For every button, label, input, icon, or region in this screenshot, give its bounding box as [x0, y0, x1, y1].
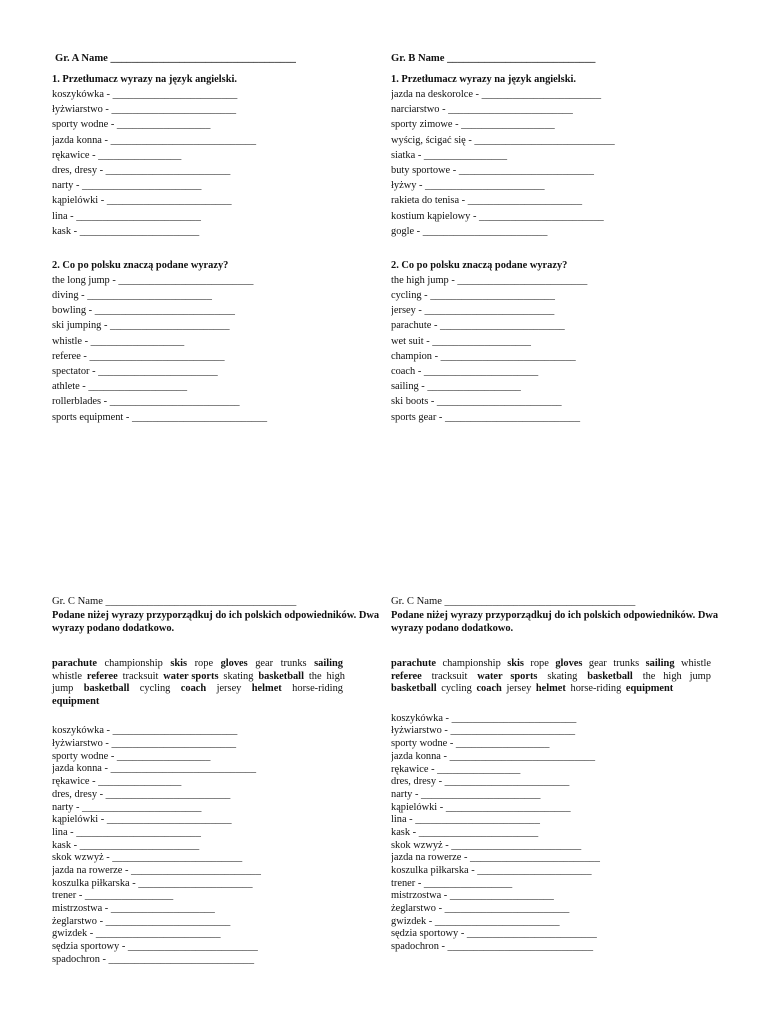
exercise-item: gwizdek - ________________________: [52, 928, 221, 940]
exercise-item: kąpielówki - ________________________: [52, 814, 232, 826]
group-b-task2-title: 2. Co po polsku znaczą podane wyrazy?: [391, 259, 568, 271]
exercise-item: spectator - _______________________: [52, 366, 218, 377]
exercise-item: whistle - __________________: [52, 335, 185, 347]
word-bank-word: jersey: [216, 683, 242, 695]
word-bank-word: rope: [194, 658, 214, 669]
exercise-item: sailing - __________________: [391, 381, 521, 393]
exercise-item: referee - __________________________: [52, 350, 225, 362]
exercise-item: parachute - ________________________: [391, 320, 565, 332]
exercise-item: rękawice - ________________: [52, 776, 182, 788]
exercise-item: skok wzwyż - _________________________: [391, 839, 582, 851]
word-bank-word: basketball: [83, 683, 130, 695]
word-bank-word: trunks: [613, 658, 640, 669]
exercise-item: łyżwy - _______________________: [391, 180, 545, 192]
word-bank-word: whistle: [680, 658, 711, 669]
group-a-task1-list: [52, 87, 397, 239]
exercise-item: spadochron - ____________________________: [391, 941, 594, 953]
word-bank-word: whistle: [52, 670, 83, 682]
section-group-c-left: [52, 594, 397, 966]
group-b-task1-list: [391, 87, 736, 239]
exercise-item: łyżwiarstwo - ________________________: [391, 725, 576, 737]
exercise-item: rakieta do tenisa - ______________________: [391, 195, 583, 207]
exercise-item: mistrzostwa - ____________________: [52, 903, 215, 914]
exercise-item: the long jump - __________________________: [52, 274, 254, 286]
word-bank-word: water sports: [477, 670, 538, 682]
exercise-item: siatka - ________________: [391, 149, 508, 161]
exercise-item: champion - __________________________: [391, 350, 576, 362]
exercise-item: ski boots - ________________________: [391, 396, 562, 408]
group-c-left-word-bank: [52, 658, 345, 708]
exercise-item: athlete - ___________________: [52, 381, 188, 393]
group-c-right-instruction: Podane niżej wyrazy przyporządkuj do ich polskich odpowiedników. Dwa wyrazy podano dodatkowo.: [391, 610, 719, 634]
group-a-task2-list: [52, 273, 397, 425]
word-bank-word: cycling: [139, 683, 171, 695]
exercise-item: lina - ________________________: [52, 826, 201, 838]
group-b-task1-title: 1. Przetłumacz wyrazy na język angielski.: [391, 74, 576, 85]
word-bank-word: helmet: [251, 683, 282, 695]
exercise-item: sports equipment - __________________________: [52, 411, 268, 423]
exercise-item: dres, dresy - ________________________: [391, 776, 570, 788]
word-bank-word: tracksuit: [122, 670, 159, 682]
word-bank-word: equipment: [52, 695, 100, 707]
word-bank-word: cycling: [441, 683, 472, 695]
word-bank-word: rope: [530, 658, 549, 669]
exercise-item: gwizdek - ________________________: [391, 915, 560, 927]
exercise-item: sporty wodne - __________________: [391, 738, 550, 750]
exercise-item: kask - _______________________: [52, 225, 200, 237]
exercise-item: łyżwiarstwo - ________________________: [52, 738, 237, 750]
word-bank-word: sailing: [314, 658, 343, 669]
word-bank-word: skating: [547, 670, 578, 682]
exercise-item: lina - ________________________: [391, 814, 540, 826]
group-c-left-header: Gr. C Name ____________________________________: [52, 596, 297, 607]
exercise-item: koszykówka - ________________________: [52, 725, 238, 737]
exercise-item: żeglarstwo - ________________________: [391, 903, 570, 915]
word-bank-word: the: [308, 670, 322, 682]
word-bank-word: the high jump: [642, 670, 711, 682]
exercise-item: sporty zimowe - __________________: [391, 119, 555, 131]
exercise-item: bowling - ___________________________: [52, 305, 235, 317]
exercise-item: spadochron - ____________________________: [52, 953, 255, 965]
exercise-item: dres, dresy - ________________________: [52, 164, 231, 176]
word-bank-word: horse-riding: [292, 683, 343, 695]
exercise-item: koszykówka - ________________________: [52, 89, 238, 100]
exercise-item: jersey - _________________________: [391, 305, 555, 317]
section-group-b: [391, 51, 736, 425]
word-bank-word: skis: [507, 658, 524, 669]
exercise-item: trener - _________________: [391, 877, 513, 889]
exercise-item: kostium kąpielowy - ________________________: [391, 210, 604, 222]
exercise-item: jazda na deskorolce - _______________________: [391, 89, 602, 100]
word-bank-word: gloves: [555, 658, 583, 669]
group-c-right-word-bank: [391, 658, 713, 696]
exercise-item: żeglarstwo - ________________________: [52, 915, 231, 927]
exercise-item: kask - _______________________: [391, 826, 539, 838]
exercise-item: narciarstwo - ________________________: [391, 104, 573, 116]
exercise-item: cycling - ________________________: [391, 290, 555, 302]
exercise-item: łyżwiarstwo - ________________________: [52, 104, 237, 116]
exercise-item: kąpielówki - ________________________: [52, 195, 232, 207]
exercise-item: jazda konna - ____________________________: [391, 750, 596, 762]
exercise-item: sporty wodne - __________________: [52, 119, 211, 131]
exercise-item: rękawice - ________________: [52, 149, 182, 161]
exercise-item: koszykówka - ________________________: [391, 712, 577, 724]
word-bank-word: championship: [104, 658, 163, 669]
word-bank-word: basketball: [258, 670, 304, 682]
word-bank-word: high jump: [52, 670, 345, 695]
exercise-item: wet suit - ___________________: [391, 335, 531, 347]
word-bank-word: gloves: [220, 658, 248, 669]
exercise-item: mistrzostwa - ____________________: [391, 890, 554, 902]
word-bank-word: water sports: [163, 670, 219, 682]
word-bank-word: gear: [255, 658, 274, 669]
group-b-task2-list: [391, 273, 736, 425]
exercise-item: buty sportowe - __________________________: [391, 164, 594, 176]
word-bank-word: referee: [391, 670, 422, 682]
exercise-item: gogle - ________________________: [391, 225, 548, 237]
exercise-item: jazda konna - ____________________________: [52, 763, 257, 775]
exercise-item: rollerblades - _________________________: [52, 396, 240, 408]
exercise-item: dres, dresy - ________________________: [52, 788, 231, 800]
exercise-item: sędzia sportowy - _________________________: [52, 941, 258, 953]
exercise-item: narty - _______________________: [52, 180, 202, 192]
word-bank-word: jersey: [506, 683, 532, 695]
word-bank-word: skating: [223, 670, 254, 682]
exercise-item: kąpielówki - ________________________: [391, 801, 571, 813]
group-a-task1-title: 1. Przetłumacz wyrazy na język angielski.: [52, 74, 237, 85]
exercise-item: rękawice - ________________: [391, 763, 521, 775]
exercise-item: jazda na rowerze - _________________________: [52, 864, 261, 876]
group-c-right-header: Gr. C Name ____________________________________: [391, 596, 636, 607]
exercise-item: wyścig, ścigać się - ___________________________: [391, 134, 615, 146]
word-bank-word: sailing: [645, 658, 675, 669]
exercise-item: sędzia sportowy - _________________________: [391, 928, 597, 940]
exercise-item: the high jump - _________________________: [391, 274, 588, 286]
exercise-item: trener - _________________: [52, 890, 174, 902]
exercise-item: diving - ________________________: [52, 290, 212, 302]
exercise-item: kask - _______________________: [52, 839, 200, 851]
word-bank-word: trunks: [280, 658, 307, 669]
word-bank-word: coach: [180, 683, 207, 695]
exercise-item: lina - ________________________: [52, 210, 201, 222]
word-bank-word: skis: [170, 658, 188, 669]
exercise-item: jazda na rowerze - _________________________: [391, 852, 600, 864]
exercise-item: skok wzwyż - _________________________: [52, 852, 243, 864]
exercise-item: koszulka piłkarska - ______________________: [391, 865, 592, 877]
word-bank-word: helmet: [535, 683, 566, 695]
exercise-item: coach - ______________________: [391, 366, 539, 377]
word-bank-word: coach: [476, 683, 502, 695]
exercise-item: sporty wodne - __________________: [52, 750, 211, 762]
word-bank-word: parachute: [52, 658, 98, 669]
word-bank-word: tracksuit: [431, 670, 468, 682]
word-bank-word: basketball: [391, 683, 437, 695]
section-group-c-right: [391, 594, 736, 954]
exercise-item: jazda konna - ____________________________: [52, 134, 257, 146]
word-bank-word: equipment: [625, 683, 674, 695]
word-bank-word: basketball: [587, 670, 633, 682]
group-c-left-item-list: [52, 725, 397, 966]
section-group-a: [52, 51, 397, 425]
exercise-item: ski jumping - _______________________: [52, 320, 230, 332]
exercise-item: sports gear - __________________________: [391, 411, 581, 423]
exercise-item: koszulka piłkarska - ______________________: [52, 877, 253, 889]
word-bank-word: parachute: [391, 658, 437, 669]
word-bank-word: horse-riding: [570, 683, 622, 695]
group-a-header: Gr. A Name ___________________________________: [55, 53, 296, 64]
word-bank-word: referee: [86, 670, 118, 682]
word-bank-word: gear: [588, 658, 607, 669]
group-a-task2-title: 2. Co po polsku znaczą podane wyrazy?: [52, 259, 229, 271]
group-c-right-item-list: [391, 713, 736, 954]
exercise-item: narty - _______________________: [52, 801, 202, 813]
group-b-header: Gr. B Name ____________________________: [391, 53, 596, 64]
exercise-item: narty - _______________________: [391, 788, 541, 800]
group-c-left-instruction: Podane niżej wyrazy przyporządkuj do ich polskich odpowiedników. Dwa wyrazy podano dodatkowo.: [52, 610, 380, 634]
word-bank-word: championship: [442, 658, 501, 669]
